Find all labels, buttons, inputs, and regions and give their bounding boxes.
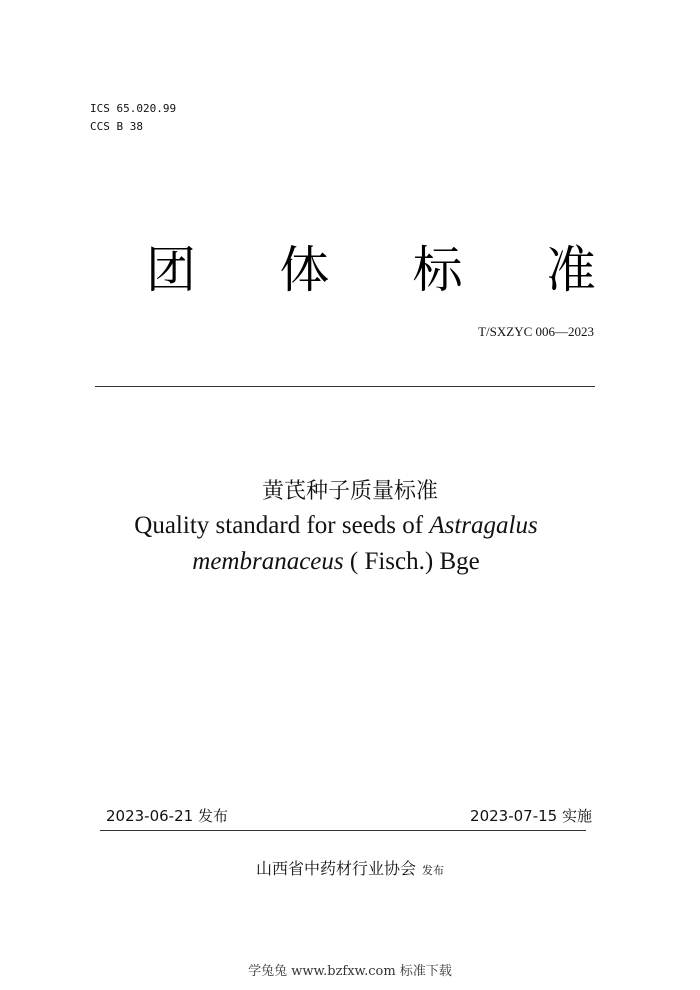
- chinese-title: 黄芪种子质量标准: [261, 479, 438, 504]
- english-title-genus: Astragalus: [429, 512, 538, 539]
- document-type-title: [146, 240, 596, 300]
- title-char-2: 体: [279, 241, 330, 299]
- issuer-name: 山西省中药材行业协会: [255, 859, 416, 878]
- watermark-footer: 学兔兔 www.bzfxw.com 标准下载: [248, 964, 452, 979]
- english-title-species: membranaceus: [192, 548, 344, 575]
- classification-codes: [90, 100, 176, 136]
- english-title: [0, 508, 672, 580]
- issuer-suffix: 发布: [422, 864, 444, 877]
- title-char-3: 标: [412, 241, 463, 299]
- issuer: [0, 856, 700, 879]
- title-char-1: 团: [146, 241, 196, 299]
- header-divider: [95, 386, 595, 387]
- implement-date: 2023-07-15 实施: [470, 807, 592, 825]
- ccs-code: CCS B 38: [90, 120, 143, 133]
- title-char-4: 准: [545, 241, 596, 299]
- ics-code: ICS 65.020.99: [90, 102, 177, 115]
- publish-date: 2023-06-21 发布: [106, 807, 228, 825]
- standard-number: T/SXZYC 006—2023: [478, 324, 594, 339]
- english-title-part2: ( Fisch.) Bge: [343, 548, 480, 575]
- english-title-part1: Quality standard for seeds of: [134, 512, 430, 539]
- footer-divider: [100, 830, 586, 831]
